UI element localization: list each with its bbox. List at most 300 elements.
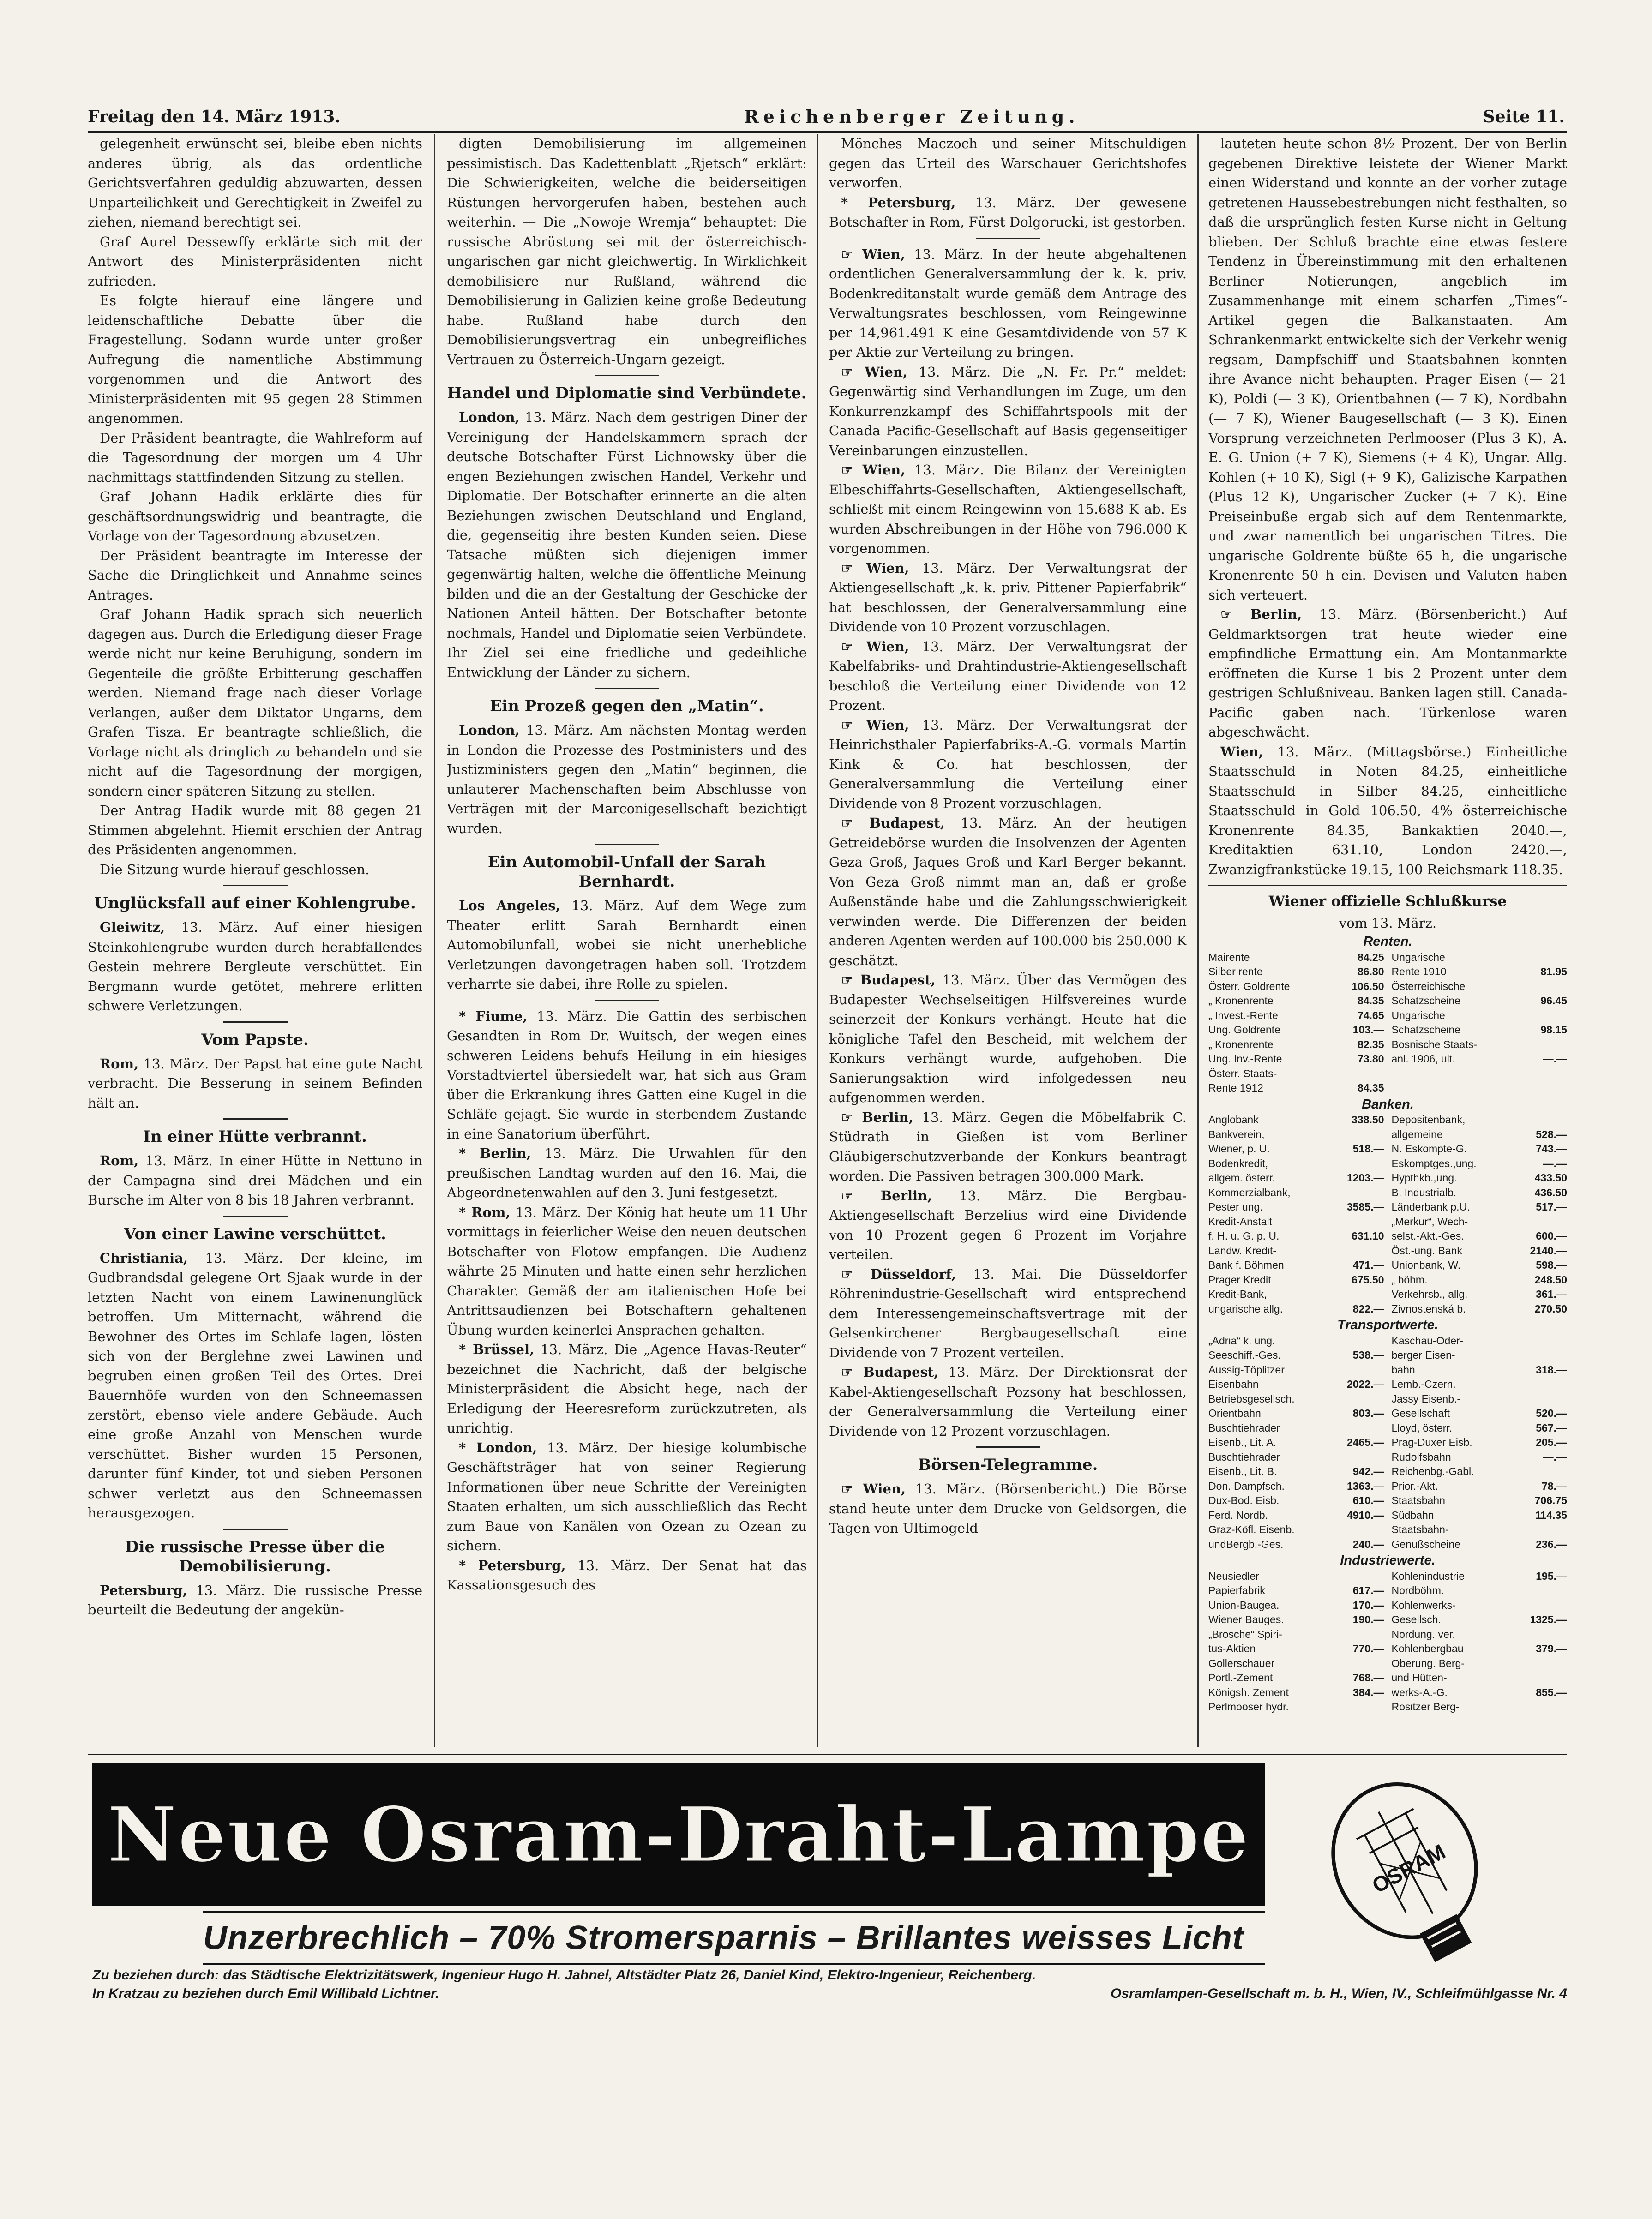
market-cell [1388, 1508, 1568, 1523]
dateline: * Petersburg, [841, 194, 956, 210]
security-price: 528.— [1536, 1128, 1567, 1140]
security-price: 96.45 [1540, 995, 1567, 1007]
market-row [1208, 1348, 1567, 1363]
dateline: * Berlin, [459, 1145, 531, 1161]
market-cell [1388, 1302, 1568, 1317]
article-paragraph [829, 1186, 1187, 1265]
security-price: 942.— [1352, 1465, 1384, 1477]
market-row [1208, 1569, 1567, 1584]
security-name: anl. 1906, ult. [1391, 1053, 1455, 1065]
article-paragraph [88, 1581, 422, 1620]
market-row [1208, 1273, 1567, 1288]
security-price: 803.— [1352, 1407, 1384, 1419]
article-paragraph [88, 232, 422, 291]
market-cell [1208, 1363, 1388, 1378]
article-paragraph [829, 362, 1187, 461]
security-price: 610.— [1352, 1494, 1384, 1506]
section-rule [1208, 885, 1567, 886]
article-paragraph [829, 813, 1187, 970]
security-name: „ Kronenrente [1208, 1038, 1274, 1050]
market-row [1208, 1392, 1567, 1407]
paragraph-text: gelegenheit erwünscht sei, bleibe eben nichts anderes übrig, als das ordentliche Gerichtsverfahren geduldig abzuwarten, dessen Unparteilichkeit und Gerechtigkeit in Zweifel zu ziehen, niemand berechtigt sei. [88, 136, 422, 230]
dateline: ☞ Wien, [841, 638, 909, 654]
article-paragraph [829, 193, 1187, 232]
security-name: Kredit-Bank, [1208, 1288, 1267, 1300]
security-name: Graz-Köfl. Eisenb. [1208, 1523, 1295, 1535]
security-name: Seeschiff.-Ges. [1208, 1349, 1281, 1361]
security-name: Ung. Inv.-Rente [1208, 1053, 1282, 1065]
security-name: Österreichische [1391, 980, 1466, 992]
market-table [1208, 935, 1567, 1715]
market-cell [1208, 1464, 1388, 1479]
security-name: Aussig-Töplitzer [1208, 1363, 1285, 1376]
ad-footer [92, 1966, 1567, 2003]
market-row [1208, 1081, 1567, 1096]
market-section-head: Transportwerte. [1337, 1318, 1438, 1332]
article-headline: Die russische Presse über die Demobilisierung. [125, 1537, 385, 1576]
market-row [1208, 1052, 1567, 1067]
security-name: Kohlenwerks- [1391, 1599, 1456, 1611]
market-row [1208, 1171, 1567, 1186]
security-name: Rudolfsbahn [1391, 1451, 1451, 1463]
market-cell [1208, 1287, 1388, 1302]
market-cell [1208, 1569, 1388, 1584]
article-paragraph [829, 134, 1187, 193]
security-price: 471.— [1352, 1259, 1384, 1271]
market-cell [1388, 1273, 1568, 1288]
market-cell [1388, 1700, 1568, 1715]
market-cell [1388, 1157, 1568, 1171]
article-paragraph [829, 1479, 1187, 1538]
security-price: 270.50 [1534, 1302, 1567, 1315]
article-paragraph [829, 1362, 1187, 1441]
security-name: Buschtiehrader [1208, 1421, 1280, 1434]
market-cell [1388, 1421, 1568, 1436]
dateline: * London, [459, 1439, 537, 1456]
dateline: Rom, [100, 1056, 139, 1072]
article-divider [223, 885, 288, 886]
security-name: Schatzscheine [1391, 995, 1461, 1007]
market-cell [1208, 1215, 1388, 1229]
market-cell [1208, 994, 1388, 1008]
market-cell [1388, 1038, 1568, 1052]
article-paragraph [447, 408, 807, 682]
market-cell [1388, 1142, 1568, 1157]
article-divider [223, 1216, 288, 1217]
security-name: Schatzscheine [1391, 1024, 1461, 1036]
market-cell [1388, 1334, 1568, 1349]
security-name: allgem. österr. [1208, 1172, 1275, 1184]
security-name: Österr. Staats- [1208, 1067, 1277, 1080]
security-name: Don. Dampfsch. [1208, 1480, 1285, 1492]
dateline: * Rom, [459, 1204, 511, 1220]
market-row [1208, 1479, 1567, 1494]
article-paragraph [447, 1340, 807, 1438]
market-cell [1388, 1363, 1568, 1378]
market-cell [1388, 1656, 1568, 1671]
running-head [88, 104, 1565, 129]
security-price: 567.— [1536, 1421, 1567, 1434]
security-price: 86.80 [1357, 966, 1384, 978]
security-name: Österr. Goldrente [1208, 980, 1290, 992]
market-cell [1388, 1186, 1568, 1200]
article-paragraph [447, 1556, 807, 1595]
market-cell [1388, 1537, 1568, 1552]
security-name: Reichenbg.-Gabl. [1391, 1465, 1474, 1477]
article-headline: Handel und Diplomatie sind Verbündete. [447, 384, 807, 402]
paragraph-text: Der Präsident beantragte im Interesse der Sache die Dringlichkeit und Annahme seines Antrages. [88, 547, 422, 603]
market-cell [1388, 1627, 1568, 1642]
market-cell [1388, 1348, 1568, 1363]
market-cell [1388, 1479, 1568, 1494]
security-name: Ungarische [1391, 1009, 1445, 1021]
security-name: f. H. u. G. p. U. [1208, 1230, 1280, 1242]
market-cell [1388, 965, 1568, 979]
paragraph-text: 13. März. Die „N. Fr. Pr.“ meldet: Gegenwärtig sind Verhandlungen im Zuge, um den Konkurrenzkampf des Schiffahrtspools mit der Canada Pacific-Gesellschaft auf Basis gegenseitiger Vereinbarungen einzustellen. [829, 364, 1187, 458]
security-name: Betriebsgesellsch. [1208, 1392, 1295, 1405]
article-paragraph [447, 1438, 807, 1556]
security-name: Ung. Goldrente [1208, 1024, 1280, 1036]
security-name: „Adria“ k. ung. [1208, 1334, 1275, 1347]
security-name: Jassy Eisenb.- [1391, 1392, 1461, 1405]
security-price: 520.— [1536, 1407, 1567, 1419]
market-cell [1388, 1642, 1568, 1656]
security-name: N. Eskompte-G. [1391, 1143, 1467, 1155]
paragraph-text: 13. März. Gegen die Möbelfabrik C. Stüdrath in Gießen ist vom Berliner Gläubigerschutzverbande der Konkurs beantragt worden. Die Passiven betragen 300.000 Mark. [829, 1109, 1187, 1184]
article-headline: In einer Hütte verbrannt. [143, 1127, 367, 1146]
paragraph-text: Mönches Maczoch und seiner Mitschuldigen gegen das Urteil des Warschauer Gerichtshofes verworfen. [829, 136, 1187, 191]
market-cell [1388, 1287, 1568, 1302]
security-name: Bodenkredit, [1208, 1157, 1268, 1169]
security-price: 770.— [1352, 1643, 1384, 1655]
security-price: 1203.— [1346, 1172, 1384, 1184]
market-cell [1388, 1671, 1568, 1685]
paragraph-text: 13. März. Der kleine, im Gudbrandsdal gelegene Ort Sjaak wurde in der letzten Nacht von einem Lawinenunglück betroffen. Um Mitternacht, während die Bewohner des Ortes im Schlafe lagen, lösten sich von der Berglehne zwei Lawinen und begruben einen großen Teil des Ortes. Drei Bauernhöfe wurden von den Schneemassen zerstört, ebenso viele andere Gebäude. Auch eine große Anzahl von Menschen wurde verschüttet. Bisher wurden 15 Personen, darunter fünf Kinder, tot und sieben Personen schwer verletzt aus den Schneemassen herausgezogen. [88, 1250, 422, 1521]
dateline: ☞ Wien, [841, 246, 905, 262]
article-paragraph [88, 134, 422, 232]
market-cell [1208, 1023, 1388, 1038]
article-divider [595, 844, 659, 845]
paragraph-text: 13. März. Über das Vermögen des Budapester Wechselseitigen Hilfsvereines wurde seinerzeit der Konkurs verhängt. Heute hat die königliche Tafel den Bescheid, mit welchem der Konkurs verhängt wurde, aufgehoben. Die Sanierungsaktion wird infolgedessen neu aufgenommen werden. [829, 972, 1187, 1105]
article-paragraph [88, 605, 422, 801]
article-paragraph [829, 970, 1187, 1108]
dateline: Wien, [1220, 744, 1263, 760]
article-divider [223, 1021, 288, 1023]
market-cell [1388, 1113, 1568, 1127]
market-cell [1388, 1052, 1568, 1067]
security-price: 3585.— [1346, 1201, 1384, 1213]
market-subtitle: vom 13. März. [1339, 915, 1437, 931]
article-divider [595, 1000, 659, 1001]
market-cell [1208, 1157, 1388, 1171]
paragraph-text: 13. März. Der Direktionsrat der Kabel-Aktiengesellschaft Pozsony hat beschlossen, der Generalversammlung die Verteilung einer Dividende von 12 Prozent vorzuschlagen. [829, 1364, 1187, 1439]
article-divider [976, 1446, 1040, 1448]
security-name: Kredit-Anstalt [1208, 1215, 1273, 1228]
market-row [1208, 1523, 1567, 1537]
security-name: Dux-Bod. Eisb. [1208, 1494, 1280, 1506]
article-headline: Ein Automobil-Unfall der Sarah Bernhardt. [487, 853, 766, 891]
market-cell [1388, 1523, 1568, 1537]
market-row [1208, 1067, 1567, 1081]
security-price: 84.25 [1357, 951, 1384, 963]
market-cell [1388, 1127, 1568, 1142]
column-4 [1208, 134, 1567, 1747]
article-paragraph [829, 715, 1187, 814]
article-paragraph [829, 1265, 1187, 1363]
security-price: 1363.— [1346, 1480, 1384, 1492]
security-name: Eskomptges.,ung. [1391, 1157, 1477, 1169]
market-cell [1208, 1244, 1388, 1259]
security-price: 538.— [1352, 1349, 1384, 1361]
article-paragraph [88, 801, 422, 860]
ad-footer-company: Osramlampen-Gesellschaft m. b. H., Wien, IV., Schleifmühlgasse Nr. 4 [1111, 1986, 1567, 2001]
market-cell [1388, 1244, 1568, 1259]
article-paragraph [829, 637, 1187, 715]
market-cell [1388, 1392, 1568, 1407]
security-price: 82.35 [1357, 1038, 1384, 1050]
market-cell [1208, 1671, 1388, 1685]
paragraph-text: 13. März. Die Gattin des serbischen Gesandten in Rom Dr. Wuitsch, der wegen eines schweren Leidens behufs Heilung in ein hiesiges Vorstadtviertel übersiedelt war, hat sich aus Gram über die Erkrankung ihres Gatten eine Kugel in die Schläfe gejagt. Sie wurde in sterbendem Zustande in eine Sanatorium überführt. [447, 1008, 807, 1142]
market-cell [1208, 1508, 1388, 1523]
security-price: 2465.— [1346, 1436, 1384, 1448]
security-name: Verkehrsb., allg. [1391, 1288, 1468, 1300]
security-price: 4910.— [1346, 1509, 1384, 1521]
market-cell [1208, 1613, 1388, 1627]
security-name: Buschtiehrader [1208, 1451, 1280, 1463]
market-cell [1208, 1642, 1388, 1656]
security-name: Lemb.-Czern. [1391, 1378, 1456, 1390]
security-price: —.— [1543, 1157, 1567, 1169]
security-name: Genußscheine [1391, 1538, 1461, 1550]
market-cell [1388, 1200, 1568, 1215]
security-name: Silber rente [1208, 966, 1263, 978]
market-title: Wiener offizielle Schlußkurse [1268, 893, 1507, 910]
issue-date: Freitag den 14. März 1913. [88, 107, 341, 126]
page-number: Seite 11. [1483, 107, 1565, 126]
market-cell [1208, 979, 1388, 994]
dateline: ☞ Wien, [841, 364, 907, 380]
market-cell [1208, 1479, 1388, 1494]
article-paragraph [88, 1151, 422, 1210]
market-row [1208, 1127, 1567, 1142]
market-section-head: Banken. [1362, 1097, 1414, 1112]
security-price: 436.50 [1534, 1186, 1567, 1199]
market-cell [1208, 1656, 1388, 1671]
article-paragraph [447, 1144, 807, 1203]
paragraph-text: 13. März. Der gewesene Botschafter in Rom, Fürst Dolgorucki, ist gestorben. [829, 194, 1187, 230]
market-row [1208, 1627, 1567, 1642]
security-price: 318.— [1536, 1363, 1567, 1376]
market-cell [1208, 1523, 1388, 1537]
market-cell [1208, 1142, 1388, 1157]
paragraph-text: 13. März. In einer Hütte in Nettuno in der Campagna sind drei Mädchen und ein Bursche im Alter von 8 bis 18 Jahren verbrannt. [88, 1153, 422, 1208]
osram-advertisement [88, 1763, 1567, 2049]
market-cell [1388, 1685, 1568, 1700]
security-name: Depositenbank, [1391, 1114, 1466, 1126]
security-name: Lloyd, österr. [1391, 1421, 1453, 1434]
market-row [1208, 1229, 1567, 1244]
column-3 [829, 134, 1187, 1747]
security-name: allgemeine [1391, 1128, 1443, 1140]
security-name: Eisenb., Lit. A. [1208, 1436, 1277, 1448]
market-cell [1388, 979, 1568, 994]
paragraph-text: 13. März. Die Bergbau-Aktiengesellschaft Berzelius wird eine Dividende von 10 Prozent gegen 6 Prozent im Vorjahre verteilen. [829, 1187, 1187, 1262]
column-2 [447, 134, 807, 1747]
market-cell [1208, 965, 1388, 979]
security-price: 617.— [1352, 1584, 1384, 1596]
market-cell [1388, 1598, 1568, 1613]
paragraph-text: 13. März. Der Papst hat eine gute Nacht verbracht. Die Besserung in seinem Befinden hält an. [88, 1056, 422, 1111]
market-cell [1208, 1627, 1388, 1642]
article-divider [595, 688, 659, 689]
market-row [1208, 1377, 1567, 1392]
security-price: 518.— [1352, 1143, 1384, 1155]
security-name: Nordung. ver. [1391, 1628, 1455, 1640]
security-name: Nordböhm. [1391, 1584, 1444, 1596]
dateline: * Fiume, [459, 1008, 528, 1024]
market-cell [1388, 1067, 1568, 1081]
dateline: Los Angeles, [459, 898, 560, 913]
market-cell [1388, 1493, 1568, 1508]
security-name: werks-A.-G. [1391, 1686, 1448, 1698]
market-cell [1208, 1302, 1388, 1317]
bulb-label: OSRAM [1368, 1839, 1449, 1898]
security-price: 631.10 [1352, 1230, 1384, 1242]
light-bulb-icon [1269, 1768, 1546, 1966]
masthead: Reichenberger Zeitung. [744, 106, 1080, 127]
security-name: bahn [1391, 1363, 1415, 1376]
market-cell [1388, 1377, 1568, 1392]
article-paragraph [829, 1108, 1187, 1186]
security-price: 205.— [1536, 1436, 1567, 1448]
dateline: ☞ Düsseldorf, [841, 1266, 956, 1282]
market-cell [1388, 1081, 1568, 1096]
security-name: Länderbank p.U. [1391, 1201, 1470, 1213]
security-price: 822.— [1352, 1302, 1384, 1315]
ad-slogan: Unzerbrechlich – 70% Stromersparnis – Brillantes weisses Licht [203, 1911, 1265, 1965]
security-name: berger Eisen- [1391, 1349, 1455, 1361]
market-cell [1208, 1171, 1388, 1186]
security-price: 2022.— [1346, 1378, 1384, 1390]
paragraph-text: Graf Johann Hadik sprach sich neuerlich dagegen aus. Durch die Erledigung dieser Frage werde nicht nur keine Beruhigung, sondern im Gegenteile die größte Erbitterung geschaffen werden. Niemand frage nach dieser Vorlage Verlangen, außer dem Diktator Ungarns, dem Grafen Tisza. Er beantragte schließlich, die Vorlage nicht als dringlich zu behandeln und sie nicht auf die Tagesordnung der morgigen, sondern einer späteren Sitzung zu stellen. [88, 606, 422, 799]
security-name: Papierfabrik [1208, 1584, 1265, 1596]
market-cell [1208, 1334, 1388, 1349]
dateline: Gleiwitz, [100, 919, 165, 935]
security-name: Rositzer Berg- [1391, 1701, 1460, 1713]
security-name: Eisenbahn [1208, 1378, 1259, 1390]
article-headline: Vom Papste. [201, 1030, 309, 1049]
dateline: Rom, [100, 1153, 139, 1169]
security-price: 114.35 [1535, 1509, 1567, 1521]
paragraph-text: 13. März. Der Verwaltungsrat der Heinrichsthaler Papierfabriks-A.-G. vormals Martin Kink & Co. hat beschlossen, der Generalversammlung die Verteilung einer Dividende von 8 Prozent vorzuschlagen. [829, 717, 1187, 811]
dateline: * Petersburg, [459, 1557, 566, 1573]
security-price: 338.50 [1352, 1114, 1384, 1126]
market-cell [1388, 1569, 1568, 1584]
article-paragraph [1208, 134, 1567, 605]
dateline: * Brüssel, [459, 1342, 535, 1357]
market-cell [1208, 1127, 1388, 1142]
security-name: tus-Aktien [1208, 1643, 1256, 1655]
article-paragraph [88, 546, 422, 605]
light-bulb-illustration [1269, 1768, 1546, 1966]
security-name: Orientbahn [1208, 1407, 1261, 1419]
market-cell [1388, 950, 1568, 965]
market-cell [1208, 1421, 1388, 1436]
article-paragraph [447, 134, 807, 369]
security-name: Ungarische [1391, 951, 1445, 963]
market-row [1208, 1142, 1567, 1157]
security-name: B. Industrialb. [1391, 1186, 1457, 1199]
security-name: Perlmooser hydr. [1208, 1701, 1289, 1713]
security-name: Landw. Kredit- [1208, 1244, 1277, 1257]
article-paragraph [88, 291, 422, 428]
security-name: Staatsbahn [1391, 1494, 1445, 1506]
security-name: Bankverein, [1208, 1128, 1265, 1140]
market-row [1208, 1287, 1567, 1302]
article-divider [976, 238, 1040, 239]
market-row [1208, 1363, 1567, 1378]
market-cell [1208, 1186, 1388, 1200]
security-price: 98.15 [1540, 1024, 1567, 1036]
article-paragraph [829, 245, 1187, 362]
security-price: 1325.— [1530, 1613, 1567, 1625]
article-paragraph [1208, 742, 1567, 880]
security-price: 706.75 [1534, 1494, 1567, 1506]
security-price: 743.— [1536, 1143, 1567, 1155]
market-cell [1208, 1113, 1388, 1127]
paragraph-text: 13. März. An der heutigen Getreidebörse wurden die Insolvenzen der Agenten Geza Groß, Jaques Groß und Karl Berger bekannt. Von Geza Groß nimmt man an, daß er große Außenstände habe und die Zahlungsschwierigkeit verwinden werde. Die Differenzen der beiden anderen Agenten werden auf 100.000 bis 250.000 K geschätzt. [829, 815, 1187, 968]
security-name: „ Kronenrente [1208, 995, 1274, 1007]
security-name: Prager Kredit [1208, 1273, 1271, 1286]
paragraph-text: Der Präsident beantragte, die Wahlreform auf die Tagesordnung der morgen um 4 Uhr nachmittags stattfindenden Sitzung zu stellen. [88, 430, 422, 485]
security-name: „ Invest.-Rente [1208, 1009, 1278, 1021]
paragraph-text: 13. Mai. Die Düsseldorfer Röhrenindustrie-Gesellschaft wird entsprechend dem Interessengemeinschaftsvertrage mit der Gelsenkirchener Bergbaugesellschaft eine Dividende von 7 Prozent verteilen. [829, 1266, 1187, 1361]
security-price: 81.95 [1540, 966, 1567, 978]
security-price: 248.50 [1534, 1273, 1567, 1286]
security-name: Gesellsch. [1391, 1613, 1441, 1625]
security-name: Öst.-ung. Bank [1391, 1244, 1462, 1257]
paragraph-text: 13. März. (Börsenbericht.) Die Börse stand heute unter dem Drucke von Geldsorgen, die Tagen von Ultimogeld [829, 1481, 1187, 1536]
security-name: Kohlenindustrie [1391, 1570, 1465, 1582]
market-row [1208, 1508, 1567, 1523]
security-name: Zivnostenská b. [1391, 1302, 1466, 1315]
market-cell [1208, 1348, 1388, 1363]
market-row [1208, 1008, 1567, 1023]
ad-headline-band [92, 1763, 1265, 1906]
paragraph-text: 13. März. (Mittagsbörse.) Einheitliche Staatsschuld in Noten 84.25, einheitliche Staatsschuld in Silber 84.25, einheitliche Staatsschuld in Gold 106.50, 4% österreichische Kronenrente 84.35, Bankaktien 2040.—, Kreditaktien 631.10, London 2420.—, Zwanzigfrankstücke 19.15, 100 Reichsmark 118.35. [1208, 744, 1567, 877]
market-cell [1388, 1406, 1568, 1421]
security-name: Wiener Bauges. [1208, 1613, 1284, 1625]
security-name: „Merkur“, Wech- [1391, 1215, 1468, 1228]
market-row [1208, 1435, 1567, 1450]
market-cell [1388, 994, 1568, 1008]
market-cell [1388, 1435, 1568, 1450]
market-row [1208, 1464, 1567, 1479]
paragraph-text: 13. März. Der Verwaltungsrat der Kabelfabriks- und Drahtindustrie-Aktiengesellschaft beschloß die Verteilung einer Dividende von 12 Prozent. [829, 638, 1187, 713]
market-cell [1208, 1583, 1388, 1598]
market-cell [1208, 1450, 1388, 1465]
security-price: 170.— [1352, 1599, 1384, 1611]
market-section-head: Renten. [1363, 934, 1412, 949]
security-name: Unionbank, W. [1391, 1259, 1461, 1271]
column-rule [1197, 134, 1199, 1747]
market-cell [1208, 1435, 1388, 1450]
security-price: 433.50 [1534, 1172, 1567, 1184]
security-price: 78.— [1542, 1480, 1567, 1492]
market-row [1208, 950, 1567, 965]
market-cell [1208, 1038, 1388, 1052]
market-cell [1208, 1377, 1388, 1392]
